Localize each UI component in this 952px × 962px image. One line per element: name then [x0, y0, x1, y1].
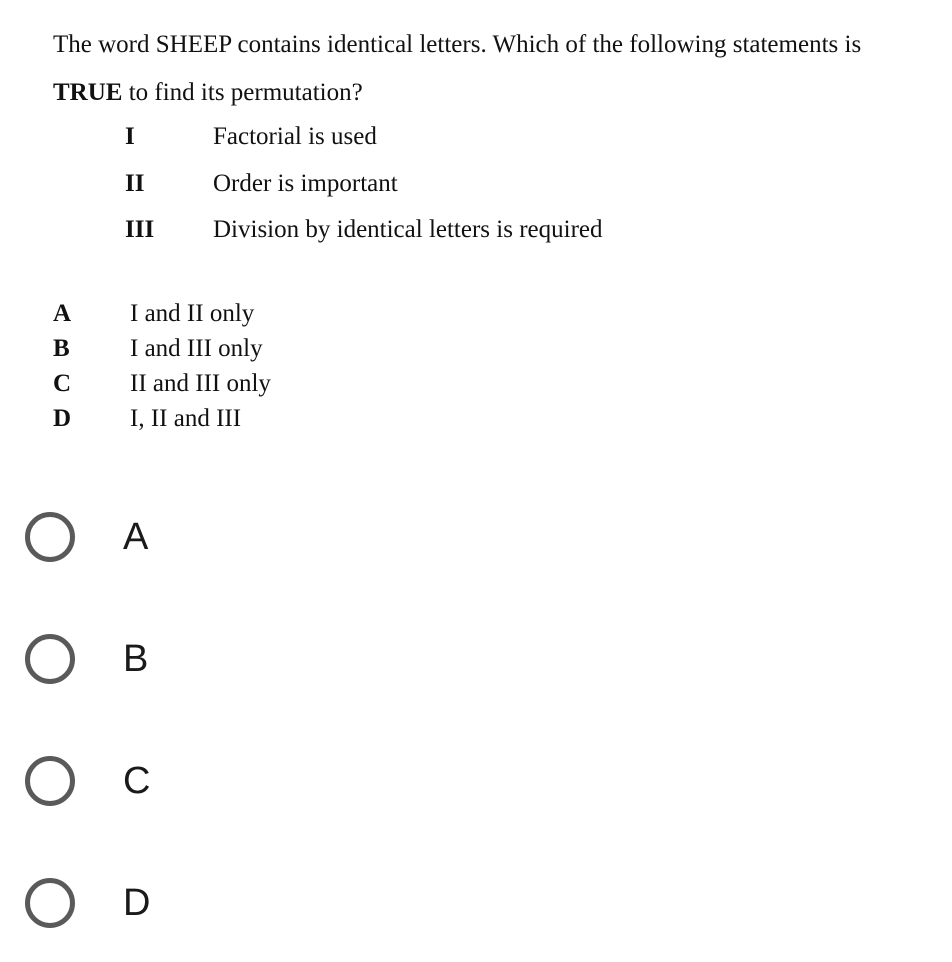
radio-button-d[interactable]	[25, 878, 75, 928]
answer-choice-c[interactable]	[22, 752, 622, 816]
radio-button-b[interactable]	[25, 634, 75, 684]
answer-choice-label[interactable]: B	[123, 638, 149, 680]
option-text: I and III only	[130, 335, 263, 362]
option-letter: B	[53, 335, 70, 362]
radio-button-c[interactable]	[25, 756, 75, 806]
radio-button-a[interactable]	[25, 512, 75, 562]
statement-numeral: II	[125, 170, 145, 197]
answer-choice-a[interactable]	[22, 508, 622, 572]
option-letter: C	[53, 370, 72, 397]
statement-text: Division by identical letters is required	[213, 216, 603, 243]
answer-choice-d[interactable]	[22, 874, 622, 938]
statement-text: Order is important	[213, 170, 398, 197]
question-image	[0, 0, 952, 450]
question-stem-line-2	[53, 78, 363, 108]
statement-numeral: III	[125, 216, 155, 243]
option-text: II and III only	[130, 370, 271, 397]
option-letter: A	[53, 300, 72, 327]
statement-text: Factorial is used	[213, 123, 377, 150]
statement-numeral: I	[125, 123, 135, 150]
option-text: I, II and III	[130, 405, 242, 432]
option-letter: D	[53, 405, 72, 432]
question-stem-line-1: The word SHEEP contains identical letters. Which of the following statements is	[53, 31, 862, 58]
answer-choice-b[interactable]	[22, 630, 622, 694]
answer-choice-label[interactable]: C	[123, 760, 151, 802]
answer-choice-label[interactable]: D	[123, 882, 151, 924]
question-stem-rest: to find its permutation?	[122, 79, 363, 106]
answer-choice-label[interactable]: A	[123, 516, 149, 558]
question-stem-emphasis: TRUE	[53, 79, 123, 106]
option-text: I and II only	[130, 300, 255, 327]
